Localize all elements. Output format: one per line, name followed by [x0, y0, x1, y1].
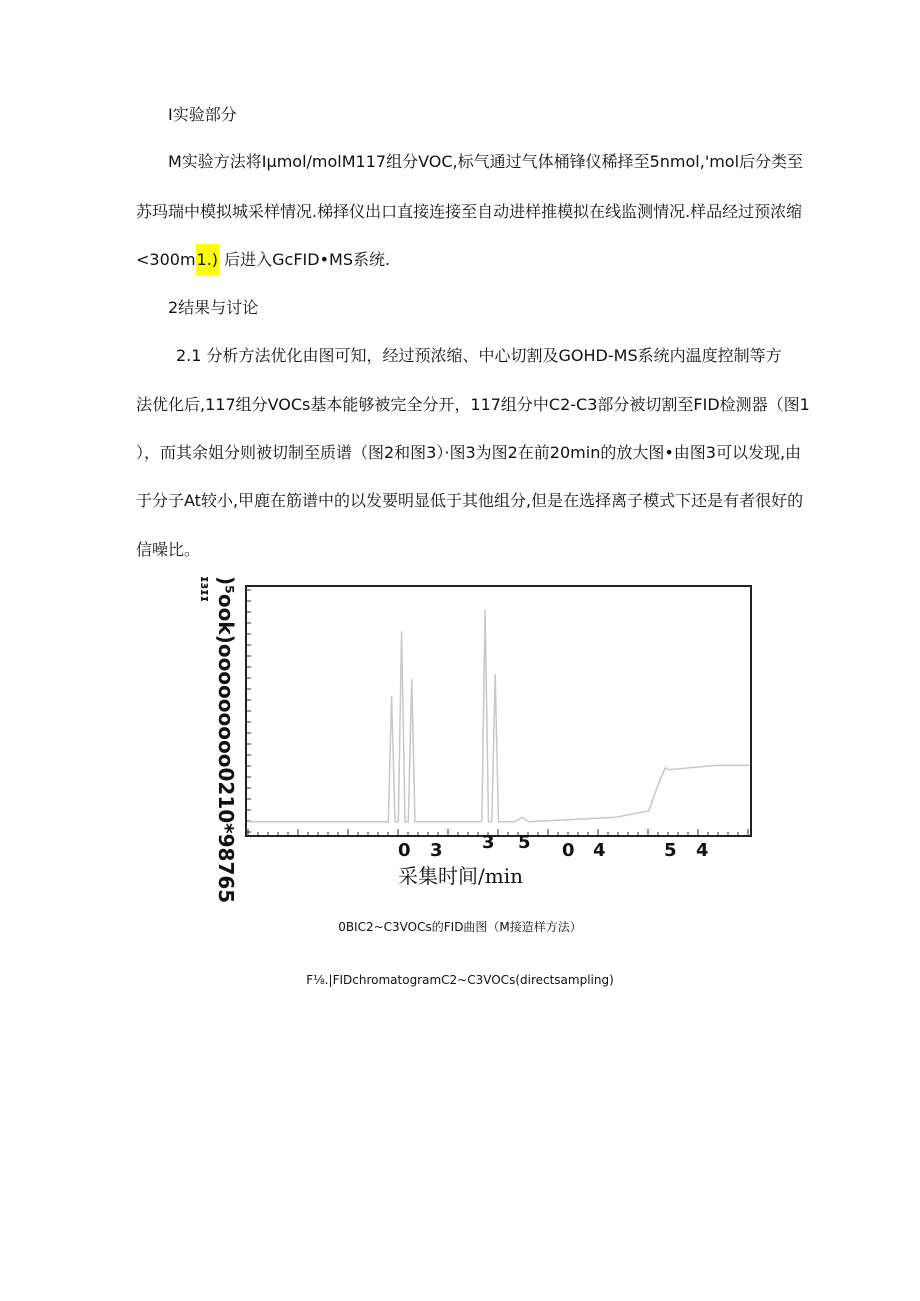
paragraph-line: M实验方法将Iμmol/molM117组分VOC,标气通过气体桶锋仪稀择至5nmol,'mol后分类至	[168, 152, 804, 171]
x-tick-label: 0	[562, 840, 575, 861]
x-tick-label: 5	[664, 840, 677, 861]
x-tick-label: 4	[696, 840, 709, 861]
paragraph-line: ），而其余姐分则被切制至质谱（图2和图3）·图3为图2在前20min的放大图•由图3可以发现,由	[136, 443, 802, 462]
x-tick-label: 3	[430, 840, 443, 861]
paragraph-line	[136, 250, 786, 270]
paragraph-line: 2.1 分析方法优化由图可知，经过预浓缩、中心切割及GOHD-MS系统内温度控制等方	[176, 346, 782, 365]
paragraph-line: 法优化后,117组分VOCs基本能够被完全分开，117组分中C2-C3部分被切割至FID检测器（图1	[136, 395, 810, 414]
x-tick-label: 0	[398, 840, 411, 861]
x-axis-label: 采集时间/min	[398, 864, 523, 888]
paragraph-line: 苏玛瑞中模拟城采样情况.梯择仪出口直接连接至自动进样推模拟在线监测情况.样品经过预浓缩	[136, 202, 803, 221]
x-tick-label: 5	[518, 832, 531, 853]
x-tick-label: 4	[593, 840, 606, 861]
fid-chromatogram-figure	[190, 570, 760, 904]
text-segment: <300m	[136, 250, 196, 269]
section-heading-experimental: I实验部分	[168, 105, 237, 124]
figure-caption-chinese: 0BIC2~C3VOCs的FID曲图（M接造样方法）	[338, 920, 582, 934]
figure-caption-english: F⅛.|FIDchromatogramC2~C3VOCs(directsampling)	[306, 973, 614, 987]
text-segment: 后进入GcFID•MS系统.	[219, 250, 391, 269]
y-axis-title: ɪɜɪɪ	[198, 576, 212, 603]
x-tick-label: 3	[482, 832, 495, 853]
paragraph-line: 信噪比。	[136, 540, 201, 559]
y-axis-tick-labels: )⁵ook)ooooooooo0210*98765	[214, 576, 238, 904]
highlighted-text: 1.)	[196, 244, 220, 275]
paragraph-line: 于分子At较小,甲鹿在筋谱中的以发要明显低于其他组分,但是在选择离子模式下还是有者很好的	[136, 491, 804, 510]
section-heading-results: 2结果与讨论	[168, 298, 259, 317]
